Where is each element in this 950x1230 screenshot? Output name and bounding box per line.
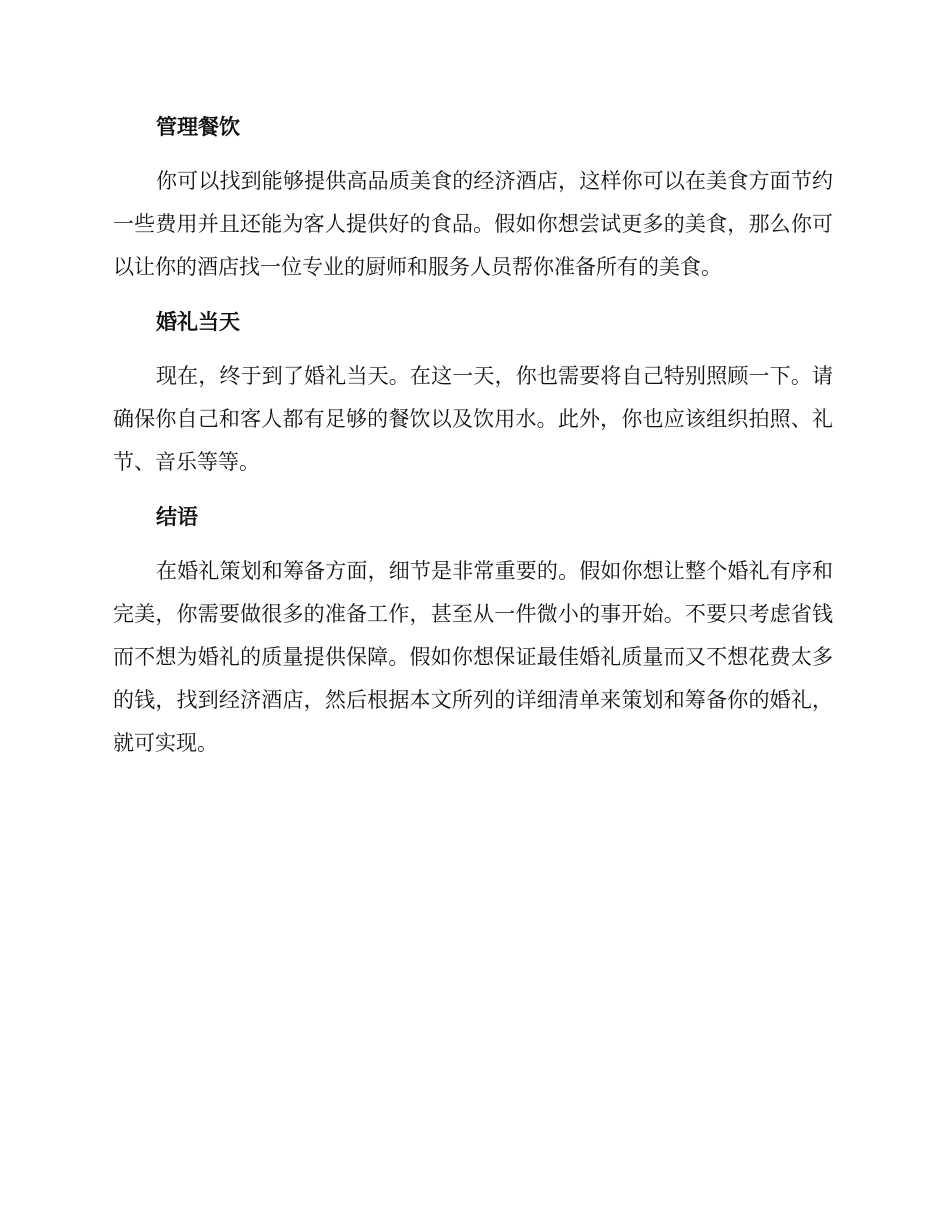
section-heading-wedding-day: 婚礼当天 [156, 310, 240, 334]
section-body-conclusion: 在婚礼策划和筹备方面，细节是非常重要的。假如你想让整个婚礼有序和完美，你需要做很多的准备工作，甚至从一件微小的事开始。不要只考虑省钱而不想为婚礼的质量提供保障。假如你想保证最佳婚礼质量而又不想花费太多的钱，找到经济酒店，然后根据本文所列的详细清单来策划和筹备你的婚礼，就可实现。 [113, 559, 833, 755]
section-heading-conclusion: 结语 [156, 505, 198, 529]
section-body-wedding-day: 现在，终于到了婚礼当天。在这一天，你也需要将自己特别照顾一下。请确保你自己和客人都有足够的餐饮以及饮用水。此外，你也应该组织拍照、礼节、音乐等等。 [113, 364, 833, 474]
document-page [113, 106, 833, 765]
section-heading-catering: 管理餐饮 [156, 115, 240, 139]
section-body-catering: 你可以找到能够提供高品质美食的经济酒店，这样你可以在美食方面节约一些费用并且还能为客人提供好的食品。假如你想尝试更多的美食，那么你可以让你的酒店找一位专业的厨师和服务人员帮你准备所有的美食。 [113, 169, 833, 279]
